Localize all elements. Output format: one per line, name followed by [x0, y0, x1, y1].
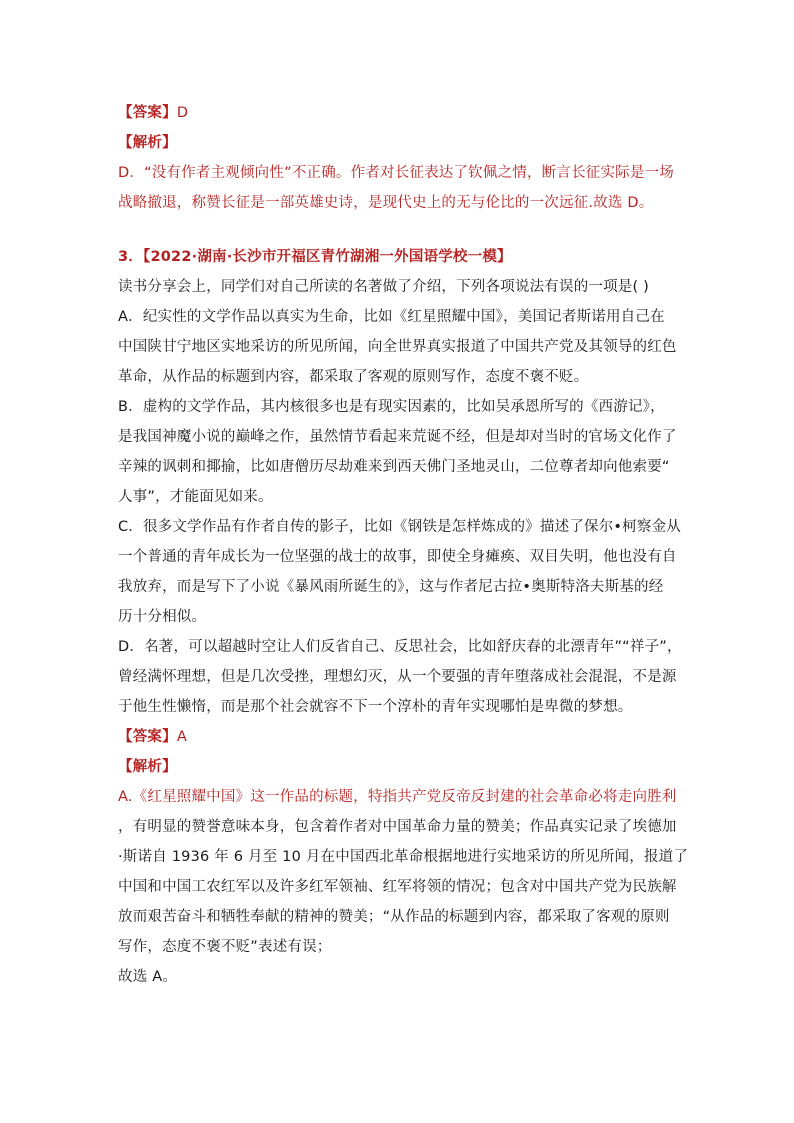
q3-option-c-line-1: C．很多文学作品有作者自传的影子，比如《钢铁是怎样炼成的》描述了保尔•柯察金从: [118, 519, 681, 535]
q3-option-d-line-2: 曾经满怀理想，但是几次受挫，理想幻灭，从一个要强的青年堕落成社会混混，不是源: [118, 669, 677, 685]
q3-option-a-line-3: 革命，从作品的标题到内容，都采取了客观的原则写作，态度不褒不贬。: [118, 369, 589, 385]
q3-analysis-line-5: 放而艰苦奋斗和牺牲奉献的精神的赞美；“从作品的标题到内容，都采取了客观的原则: [118, 909, 670, 925]
q2-answer-label: 【答案】: [118, 105, 177, 121]
q3-option-a-line-1: A．纪实性的文学作品以真实为生命，比如《红星照耀中国》，美国记者斯诺用自己在: [118, 309, 665, 325]
q3-option-a: [118, 302, 678, 392]
q3-option-d: [118, 632, 682, 722]
q3-stem: 读书分享会上，同学们对自己所读的名著做了介绍，下列各项说法有误的一项是( ): [118, 279, 650, 295]
q3-option-b-line-2: 是我国神魔小说的巅峰之作，虽然情节看起来荒诞不经，但是却对当时的官场文化作了: [118, 429, 677, 445]
q2-answer-line: [118, 98, 678, 128]
q3-answer-label: 【答案】: [118, 729, 177, 745]
q3-option-c: [118, 512, 681, 632]
q3-option-a-line-2: 中国陕甘宁地区实地采访的所见所闻，向全世界真实报道了中国共产党及其领导的红色: [118, 339, 677, 355]
q3-option-c-line-3: 我放弃，而是写下了小说《暴风雨所诞生的》，这与作者尼古拉•奥斯特洛夫斯基的经: [118, 579, 664, 595]
q3-option-c-line-2: 一个普通的青年成长为一位坚强的战士的故事，即使全身瘫痪、双目失明，他也没有自: [118, 549, 677, 565]
q3-number: 3．: [118, 249, 143, 265]
q2-analysis-line-2: 战略撤退，称赞长征是一部英雄史诗，是现代史上的无与伦比的一次远征.故选 D。: [118, 195, 654, 211]
q3-analysis-label-line: [118, 752, 678, 782]
q2-analysis-label: 【解析】: [118, 135, 177, 151]
q3-option-d-line-1: D．名著，可以超越时空让人们反省自己、反思社会，比如舒庆春的北漂青年”“祥子”，: [118, 639, 682, 655]
q3-analysis-label: 【解析】: [118, 759, 177, 775]
q2-answer-value: D: [176, 105, 189, 121]
q3-option-b-line-1: B．虚构的文学作品，其内核很多也是有现实因素的，比如吴承恩所写的《西游记》，: [118, 399, 665, 415]
q3-conclusion: 故选 A。: [118, 969, 178, 985]
q3-option-b-line-3: 辛辣的讽刺和揶揄，比如唐僧历尽劫难来到西天佛门圣地灵山，二位尊者却向他索要“: [118, 459, 670, 475]
q2-analysis-line-1: D．“没有作者主观倾向性”不正确。作者对长征表达了钦佩之情，断言长征实际是一场: [118, 165, 674, 181]
q3-option-d-line-3: 于他生性懒惰，而是那个社会就容不下一个淳朴的青年实现哪怕是卑微的梦想。: [118, 699, 633, 715]
q3-header: [118, 242, 678, 272]
q3-analysis-line-6: 写作，态度不褒不贬”表述有误；: [118, 939, 332, 955]
q3-analysis-line-4: 中国和中国工农红军以及许多红军领袖、红军将领的情况；包含对中国共产党为民族解: [118, 879, 677, 895]
q3-option-b-line-4: 人事”，才能面见如来。: [118, 489, 273, 505]
q2-analysis-label-line: [118, 128, 678, 158]
q3-answer-value: A: [176, 729, 187, 745]
q3-answer-line: [118, 722, 678, 752]
document-page: [118, 98, 689, 992]
q3-option-b: [118, 392, 678, 512]
q3-source: 【2022·湖南·长沙市开福区青竹湖湘一外国语学校一模】: [143, 249, 512, 265]
q3-option-c-line-4: 历十分相似。: [118, 609, 207, 625]
q3-analysis-line-1: A.《红星照耀中国》这一作品的标题，特指共产党反帝反封建的社会革命必将走向胜利: [118, 789, 677, 805]
q3-analysis-line-3: ·斯诺自 1936 年 6 月至 10 月在中国西北革命根据地进行实地采访的所见所闻，报道了: [118, 849, 689, 865]
q3-analysis-line-2: ，有明显的赞誉意味本身，包含着作者对中国革命力量的赞美；作品真实记录了埃德加: [118, 819, 677, 835]
